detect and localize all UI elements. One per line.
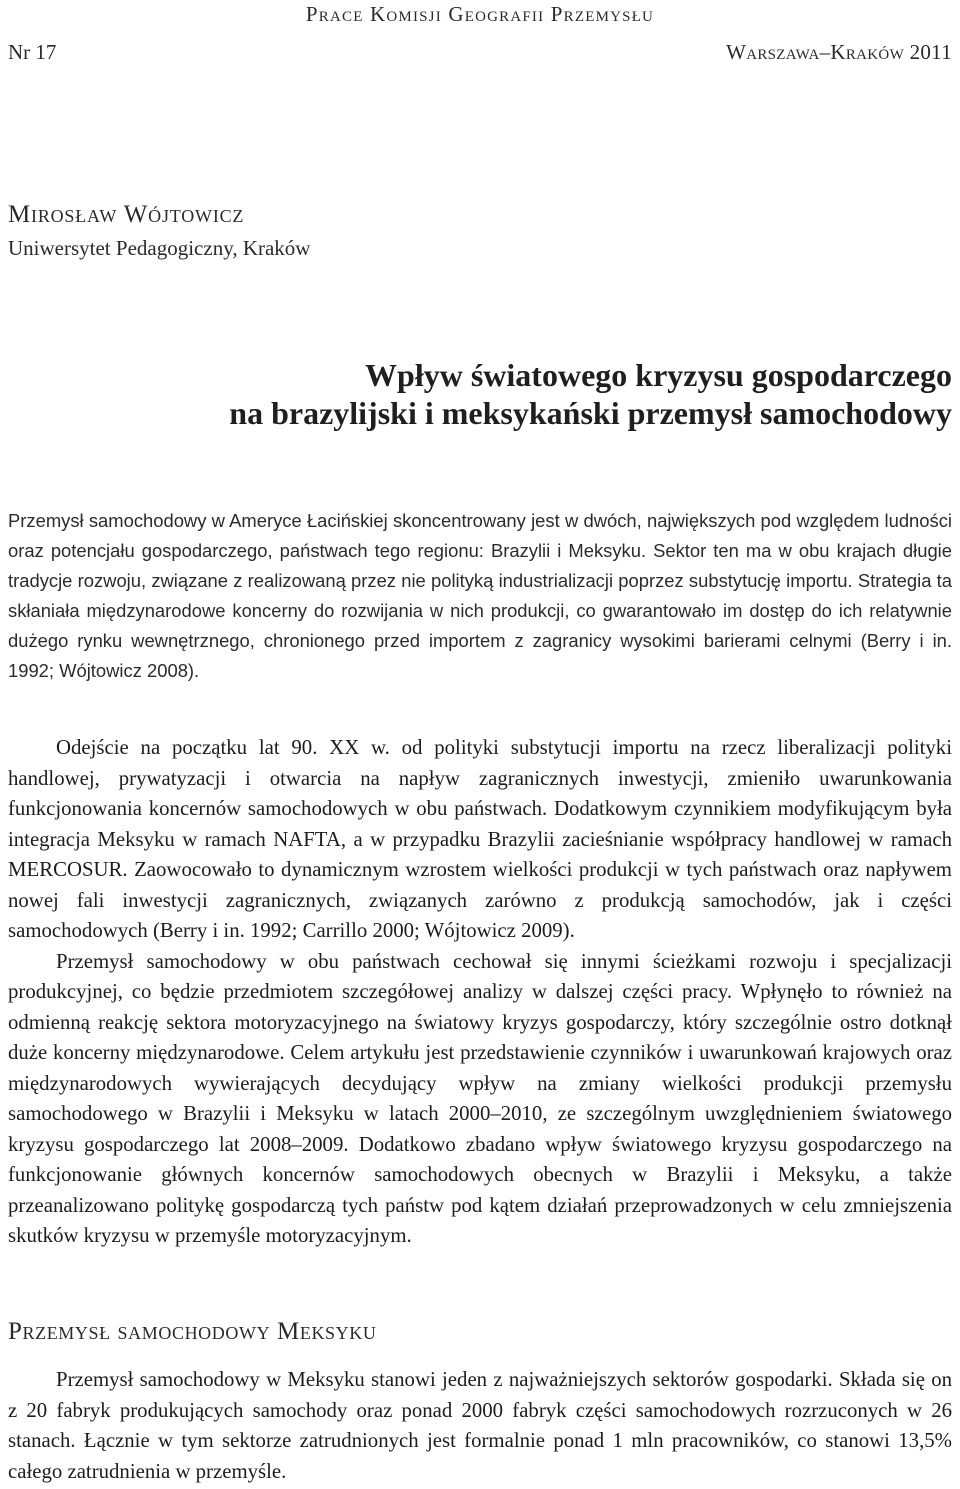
author-affiliation: Uniwersytet Pedagogiczny, Kraków (8, 236, 311, 260)
article-title-line-2: na brazylijski i meksykański przemysł samochodowy (229, 395, 952, 431)
article-title (8, 356, 952, 432)
section-heading: Przemysł samochodowy Meksyku (8, 1318, 377, 1345)
section-paragraph-1: Przemysł samochodowy w Meksyku stanowi jeden z najważniejszych sektorów gospodarki. Składa się on z 20 fabryk produkujących samochody oraz ponad 2000 fabryk części samochodowych rozrzuconych w 26 stanach. Łącznie w tym sektorze zatrudnionych jest formalnie ponad 1 mln pracowników, co stanowi 13,5% całego zatrudnienia w przemyśle. (8, 1368, 952, 1483)
journal-title: Prace Komisji Geografii Przemysłu (305, 2, 655, 26)
body-paragraph-1: Odejście na początku lat 90. XX w. od polityki substytucji importu na rzecz liberalizacji polityki handlowej, prywatyzacji i otwarcia na napływ zagranicznych inwestycji, zmieniło uwarunkowania funkcjonowania koncernów samochodowych w obu państwach. Dodatkowym czynnikiem modyfikującym była integracja Meksyku w ramach NAFTA, a w przypadku Brazylii zacieśnianie współpracy handlowej w ramach MERCOSUR. Zaowocowało to dynamicznym wzrostem wielkości produkcji w tych państwach oraz napływem nowej fali inwestycji zagranicznych, związanych zarówno z produkcją samochodów, jak i części samochodowych (Berry i in. 1992; Carrillo 2000; Wójtowicz 2009). (8, 736, 952, 942)
author-name: Mirosław Wójtowicz (8, 201, 245, 228)
issue-place-year: Warszawa–Kraków 2011 (726, 40, 952, 64)
body-paragraph-2: Przemysł samochodowy w obu państwach cechował się innymi ścieżkami rozwoju i specjalizacji produkcyjnej, co będzie przedmiotem szczegółowej analizy w dalszej części pracy. Wpłynęło to również na odmienną reakcję sektora motoryzacyjnego na światowy kryzys gospodarczy, który szczególnie ostro dotknął duże koncerny międzynarodowe. Celem artykułu jest przedstawienie czynników i uwarunkowań krajowych oraz międzynarodowych wywierających decydujący wpływ na zmiany wielkości produkcji przemysłu samochodowego w Brazylii i Meksyku w latach 2000–2010, ze szczególnym uwzględnieniem światowego kryzysu gospodarczego lat 2008–2009. Dodatkowo zbadano wpływ światowego kryzysu gospodarczego na funkcjonowanie głównych koncernów samochodowych obecnych w Brazylii i Meksyku, a także przeanalizowano politykę gospodarczą tych państw pod kątem działań przeprowadzonych w celu zmniejszenia skutków kryzysu w przemyśle motoryzacyjnym. (8, 949, 952, 1247)
section-body (8, 1365, 952, 1487)
issue-number: Nr 17 (8, 40, 57, 64)
intro-body (8, 733, 952, 1252)
article-title-line-1: Wpływ światowego kryzysu gospodarczego (365, 357, 952, 393)
abstract: Przemysł samochodowy w Ameryce Łacińskiej skoncentrowany jest w dwóch, największych pod względem ludności oraz potencjału gospodarczego, państwach tego regionu: Brazylii i Meksyku. Sektor ten ma w obu krajach długie tradycje rozwoju, związane z realizowaną przez nie polityką industrializacji poprzez substytucję importu. Strategia ta skłaniała międzynarodowe koncerny do rozwijania w nich produkcji, co gwarantowało im dostęp do ich relatywnie dużego rynku wewnętrznego, chronionego przed importem z zagranicy wysokimi barierami celnymi (Berry i in. 1992; Wójtowicz 2008). (8, 510, 952, 681)
